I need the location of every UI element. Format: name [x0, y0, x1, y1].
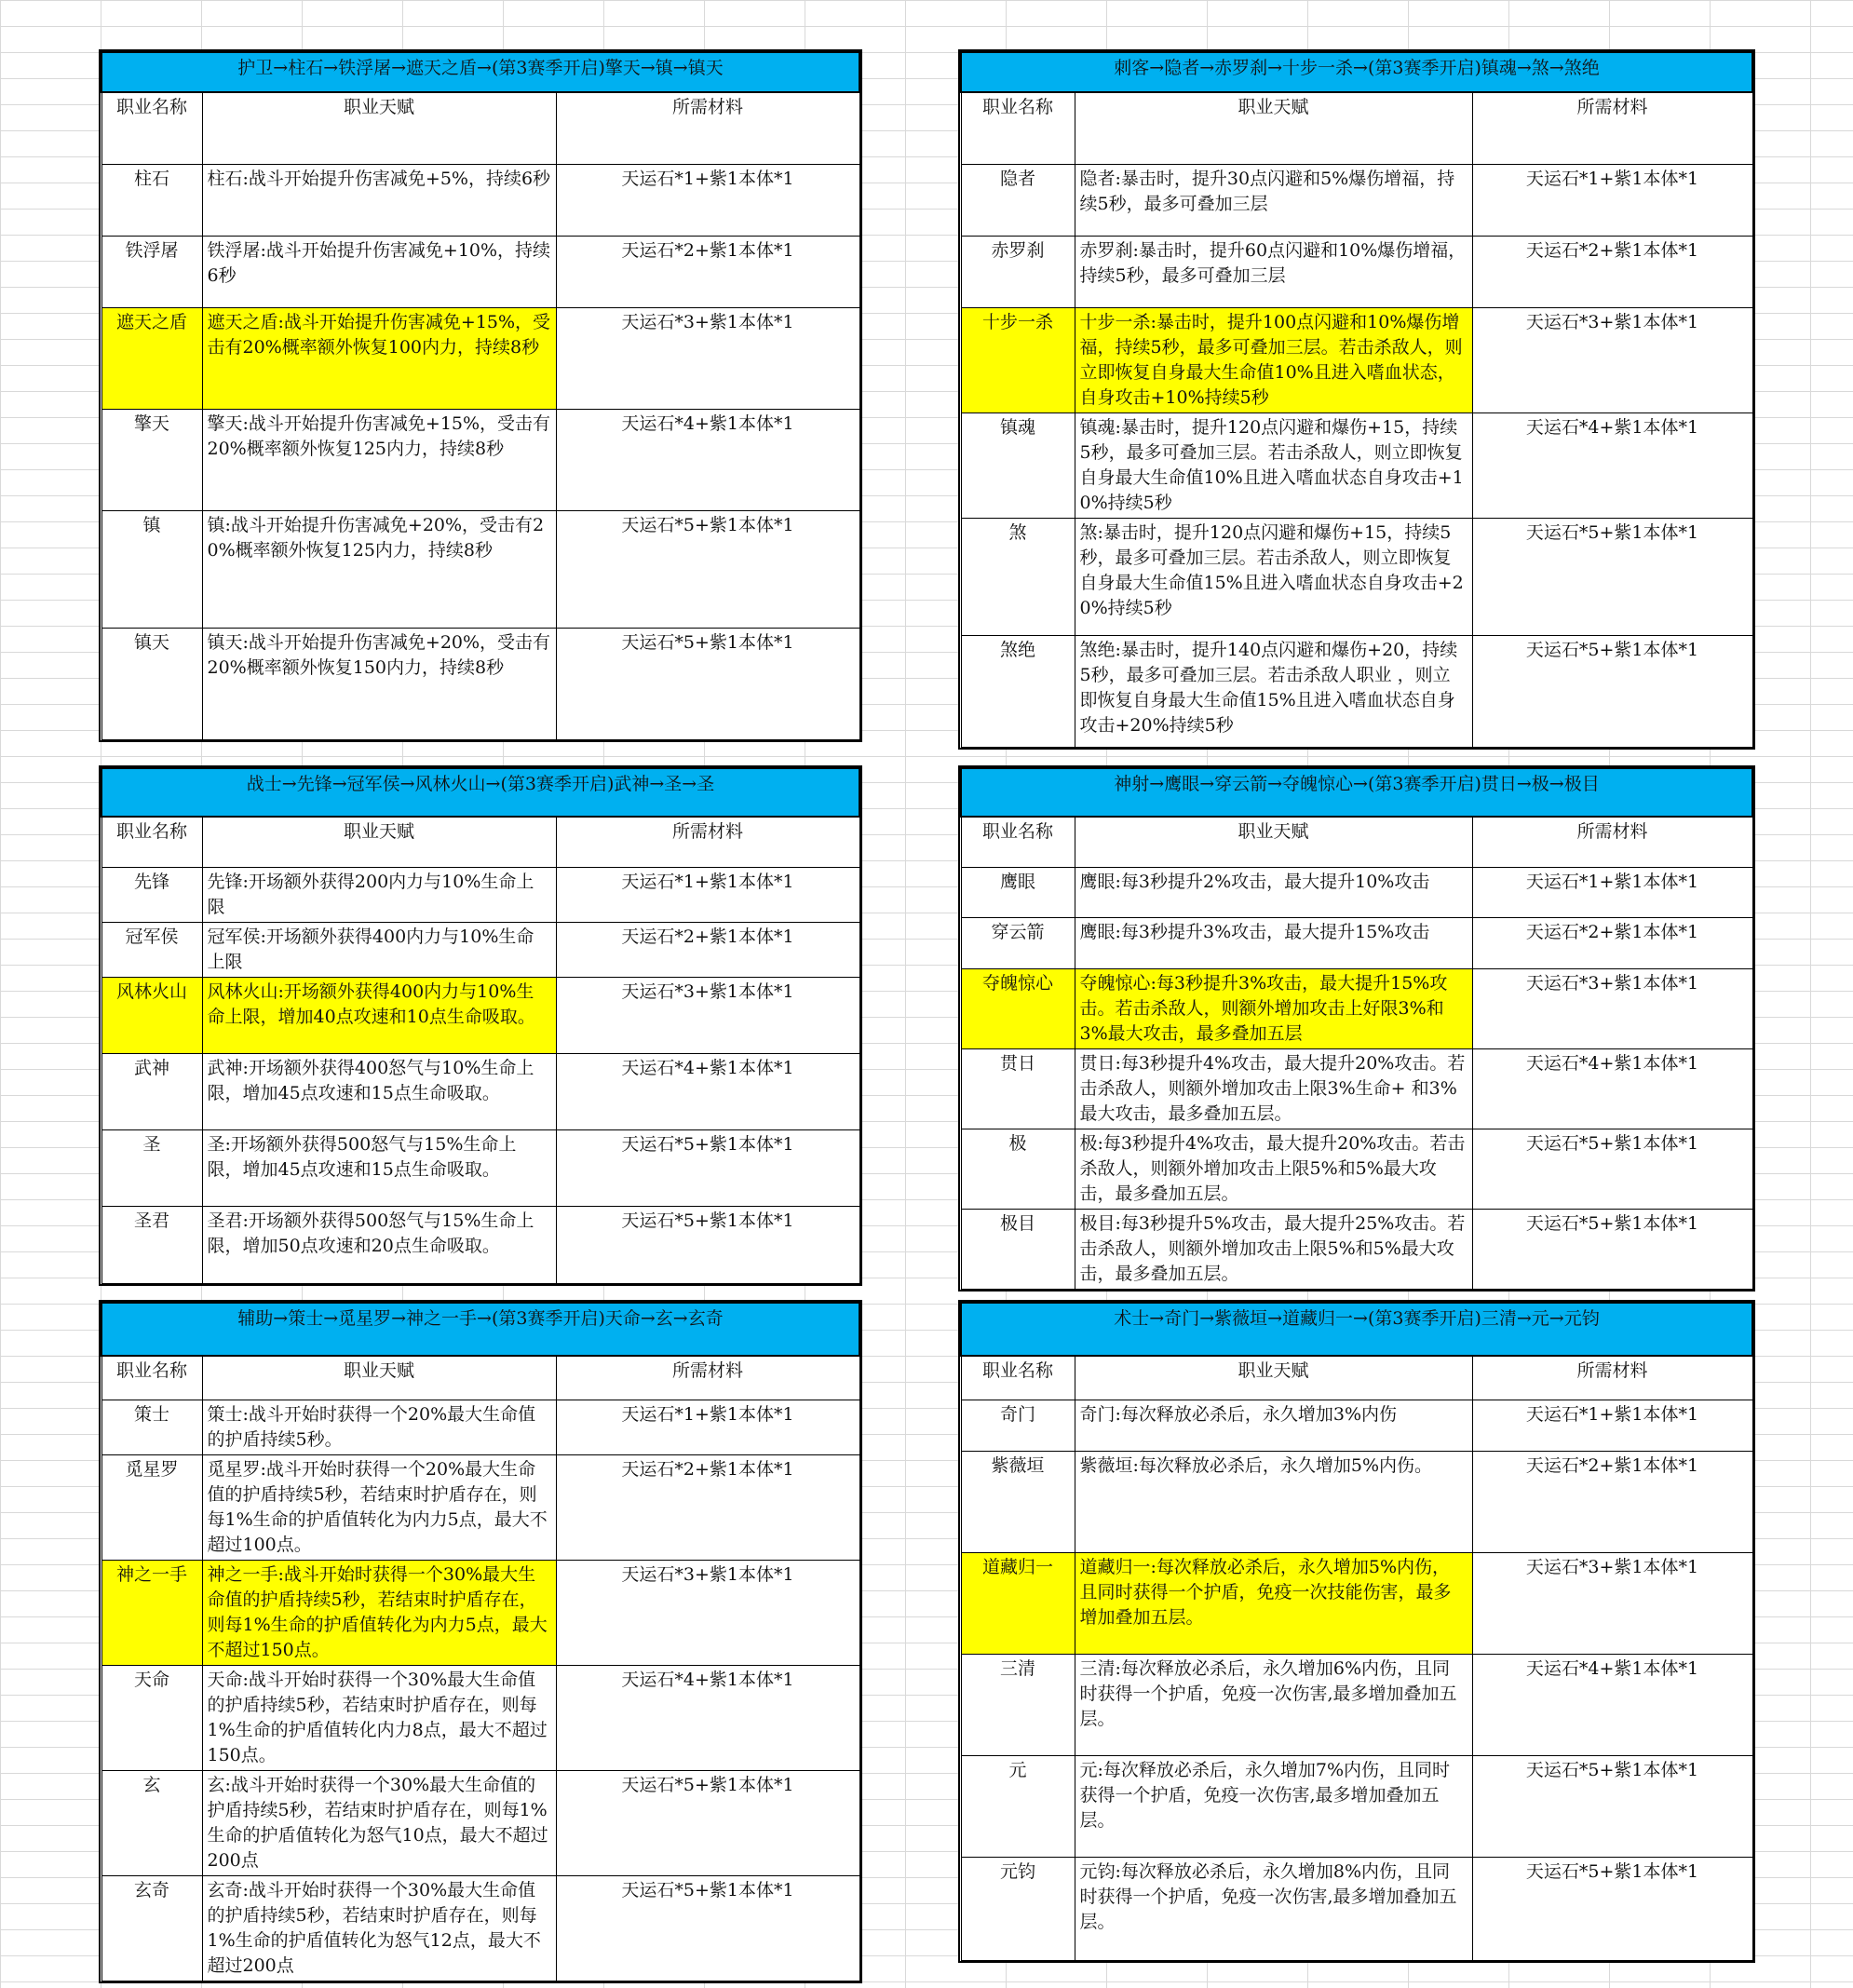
table-row	[101, 628, 859, 739]
table-row	[961, 1048, 1752, 1129]
material-cell[interactable]: 天运石*5+紫1本体*1	[1472, 635, 1752, 747]
class-name-cell[interactable]: 赤罗刹	[961, 236, 1075, 307]
material-cell[interactable]: 天运石*4+紫1本体*1	[556, 1665, 859, 1770]
table-row	[101, 1206, 859, 1283]
talent-cell[interactable]: 极:每3秒提升4%攻击，最大提升20%攻击。若击杀敌人，则额外增加攻击上限5%和5%最大攻击，最多叠加五层。	[1075, 1129, 1472, 1209]
talent-cell[interactable]: 鹰眼:每3秒提升2%攻击，最大提升10%攻击	[1075, 867, 1472, 917]
talent-cell[interactable]: 圣君:开场额外获得500怒气与15%生命上限，增加50点攻速和20点生命吸取。	[202, 1206, 556, 1283]
talent-cell[interactable]: 玄:战斗开始时获得一个30%最大生命值的护盾持续5秒，若结束时护盾存在，则每1%生命的护盾值转化为怒气10点，最大不超过200点	[202, 1770, 556, 1875]
table-title: 刺客→隐者→赤罗刹→十步一杀→(第3赛季开启)镇魂→煞→煞绝	[961, 52, 1752, 92]
header-class-name: 职业名称	[961, 817, 1075, 867]
table-row	[101, 236, 859, 307]
talent-cell[interactable]: 镇魂:暴击时，提升120点闪避和爆伤+15，持续5秒，最多可叠加三层。若击杀敌人，则立即恢复自身最大生命值10%且进入嗜血状态自身攻击+10%持续5秒	[1075, 412, 1472, 518]
talent-cell[interactable]: 煞:暴击时，提升120点闪避和爆伤+15，持续5秒，最多可叠加三层。若击杀敌人，则立即恢复自身最大生命值15%且进入嗜血状态自身攻击+20%持续5秒	[1075, 518, 1472, 635]
table-title: 护卫→柱石→铁浮屠→遮天之盾→(第3赛季开启)擎天→镇→镇天	[101, 52, 859, 92]
table-row-highlighted	[961, 307, 1752, 412]
class-name-cell[interactable]: 铁浮屠	[101, 236, 202, 307]
table-row	[101, 1129, 859, 1206]
talent-cell[interactable]: 柱石:战斗开始提升伤害减免+5%，持续6秒	[202, 164, 556, 236]
material-cell[interactable]: 天运石*3+紫1本体*1	[556, 1560, 859, 1665]
table-row	[961, 518, 1752, 635]
talent-cell[interactable]: 镇天:战斗开始提升伤害减免+20%，受击有20%概率额外恢复150内力，持续8秒	[202, 628, 556, 739]
material-cell[interactable]: 天运石*5+紫1本体*1	[556, 1875, 859, 1981]
table-row-highlighted	[101, 977, 859, 1053]
talent-cell[interactable]: 元钧:每次释放必杀后，永久增加8%内伤，且同时获得一个护盾，免疫一次伤害,最多增加叠加五层。	[1075, 1857, 1472, 1960]
table-row	[101, 1665, 859, 1770]
material-cell[interactable]: 天运石*5+紫1本体*1	[556, 1206, 859, 1283]
class-name-cell[interactable]: 元	[961, 1755, 1075, 1857]
table-row	[961, 1400, 1752, 1451]
material-cell[interactable]: 天运石*1+紫1本体*1	[556, 164, 859, 236]
class-table-guard	[101, 51, 860, 740]
header-class-name: 职业名称	[101, 92, 202, 164]
header-material: 所需材料	[556, 92, 859, 164]
talent-cell[interactable]: 圣:开场额外获得500怒气与15%生命上限，增加45点攻速和15点生命吸取。	[202, 1129, 556, 1206]
talent-cell[interactable]: 夺魄惊心:每3秒提升3%攻击，最大提升15%攻击。若击杀敌人，则额外增加攻击上好限3%和3%最大攻击，最多叠加五层	[1075, 968, 1472, 1048]
talent-cell[interactable]: 觅星罗:战斗开始时获得一个20%最大生命值的护盾持续5秒，若结束时护盾存在，则每1%生命的护盾值转化为内力5点，最大不超过100点。	[202, 1454, 556, 1560]
class-name-cell[interactable]: 遮天之盾	[101, 307, 202, 409]
class-name-cell[interactable]: 十步一杀	[961, 307, 1075, 412]
class-table-support	[101, 1302, 860, 1981]
table-row	[101, 409, 859, 510]
table-row	[961, 1654, 1752, 1755]
class-name-cell[interactable]: 先锋	[101, 867, 202, 922]
table-title: 辅助→策士→觅星罗→神之一手→(第3赛季开启)天命→玄→玄奇	[101, 1303, 859, 1356]
class-name-cell[interactable]: 玄	[101, 1770, 202, 1875]
class-name-cell[interactable]: 三清	[961, 1654, 1075, 1755]
class-name-cell[interactable]: 圣	[101, 1129, 202, 1206]
material-cell[interactable]: 天运石*1+紫1本体*1	[556, 1400, 859, 1454]
talent-cell[interactable]: 天命:战斗开始时获得一个30%最大生命值的护盾持续5秒，若结束时护盾存在，则每1%生命的护盾值转化内力8点，最大不超过150点。	[202, 1665, 556, 1770]
class-name-cell[interactable]: 天命	[101, 1665, 202, 1770]
talent-cell[interactable]: 紫薇垣:每次释放必杀后，永久增加5%内伤。	[1075, 1451, 1472, 1552]
class-name-cell[interactable]: 冠军侯	[101, 922, 202, 977]
material-cell[interactable]: 天运石*2+紫1本体*1	[556, 236, 859, 307]
material-cell[interactable]: 天运石*5+紫1本体*1	[1472, 1857, 1752, 1960]
table-title: 术士→奇门→紫薇垣→道藏归一→(第3赛季开启)三清→元→元钧	[961, 1303, 1752, 1356]
table-row	[101, 1770, 859, 1875]
table-row-highlighted	[961, 968, 1752, 1048]
class-name-cell[interactable]: 柱石	[101, 164, 202, 236]
table-row-highlighted	[961, 1552, 1752, 1654]
class-name-cell[interactable]: 贯日	[961, 1048, 1075, 1129]
material-cell[interactable]: 天运石*1+紫1本体*1	[556, 867, 859, 922]
class-name-cell[interactable]: 策士	[101, 1400, 202, 1454]
table-title: 战士→先锋→冠军侯→风林火山→(第3赛季开启)武神→圣→圣	[101, 768, 859, 817]
header-talent: 职业天赋	[1075, 92, 1472, 164]
table-row	[961, 867, 1752, 917]
material-cell[interactable]: 天运石*4+紫1本体*1	[1472, 1654, 1752, 1755]
header-class-name: 职业名称	[961, 92, 1075, 164]
class-name-cell[interactable]: 元钧	[961, 1857, 1075, 1960]
header-talent: 职业天赋	[202, 1356, 556, 1400]
material-cell[interactable]: 天运石*5+紫1本体*1	[1472, 518, 1752, 635]
talent-cell[interactable]: 神之一手:战斗开始时获得一个30%最大生命值的护盾持续5秒，若结束时护盾存在，则每1%生命的护盾值转化为内力5点，最大不超过150点。	[202, 1560, 556, 1665]
table-row	[101, 1875, 859, 1981]
talent-cell[interactable]: 赤罗刹:暴击时，提升60点闪避和10%爆伤增福，持续5秒，最多可叠加三层	[1075, 236, 1472, 307]
header-material: 所需材料	[556, 817, 859, 867]
talent-cell[interactable]: 极目:每3秒提升5%攻击，最大提升25%攻击。若击杀敌人，则额外增加攻击上限5%和5%最大攻击，最多叠加五层。	[1075, 1209, 1472, 1289]
class-name-cell[interactable]: 极	[961, 1129, 1075, 1209]
class-name-cell[interactable]: 紫薇垣	[961, 1451, 1075, 1552]
talent-cell[interactable]: 道藏归一:每次释放必杀后，永久增加5%内伤，且同时获得一个护盾，免疫一次技能伤害，最多增加叠加五层。	[1075, 1552, 1472, 1654]
material-cell[interactable]: 天运石*4+紫1本体*1	[556, 409, 859, 510]
table-row	[961, 635, 1752, 747]
class-name-cell[interactable]: 鹰眼	[961, 867, 1075, 917]
header-material: 所需材料	[1472, 817, 1752, 867]
table-row	[961, 1209, 1752, 1289]
class-table-archer	[960, 767, 1753, 1290]
class-name-cell[interactable]: 玄奇	[101, 1875, 202, 1981]
table-row	[101, 164, 859, 236]
header-talent: 职业天赋	[202, 817, 556, 867]
table-row-highlighted	[101, 307, 859, 409]
material-cell[interactable]: 天运石*5+紫1本体*1	[556, 1770, 859, 1875]
class-name-cell[interactable]: 煞绝	[961, 635, 1075, 747]
header-talent: 职业天赋	[1075, 1356, 1472, 1400]
table-row	[961, 164, 1752, 236]
table-row	[961, 1129, 1752, 1209]
class-name-cell[interactable]: 穿云箭	[961, 917, 1075, 968]
table-row	[101, 867, 859, 922]
header-class-name: 职业名称	[961, 1356, 1075, 1400]
table-row	[101, 510, 859, 628]
talent-cell[interactable]: 十步一杀:暴击时，提升100点闪避和10%爆伤增福，持续5秒，最多可叠加三层。若击杀敌人，则立即恢复自身最大生命值10%且进入嗜血状态，自身攻击+10%持续5秒	[1075, 307, 1472, 412]
header-talent: 职业天赋	[202, 92, 556, 164]
class-name-cell[interactable]: 武神	[101, 1053, 202, 1129]
table-row	[101, 1454, 859, 1560]
material-cell[interactable]: 天运石*1+紫1本体*1	[1472, 867, 1752, 917]
talent-cell[interactable]: 策士:战斗开始时获得一个20%最大生命值的护盾持续5秒。	[202, 1400, 556, 1454]
header-material: 所需材料	[1472, 1356, 1752, 1400]
class-table-warrior	[101, 767, 860, 1284]
class-name-cell[interactable]: 镇天	[101, 628, 202, 739]
material-cell[interactable]: 天运石*5+紫1本体*1	[1472, 1209, 1752, 1289]
talent-cell[interactable]: 煞绝:暴击时，提升140点闪避和爆伤+20，持续5秒，最多可叠加三层。若击杀敌人职业 ，则立即恢复自身最大生命值15%且进入嗜血状态自身攻击+20%持续5秒	[1075, 635, 1472, 747]
material-cell[interactable]: 天运石*5+紫1本体*1	[1472, 1755, 1752, 1857]
header-material: 所需材料	[1472, 92, 1752, 164]
talent-cell[interactable]: 鹰眼:每3秒提升3%攻击，最大提升15%攻击	[1075, 917, 1472, 968]
table-row	[961, 917, 1752, 968]
class-name-cell[interactable]: 神之一手	[101, 1560, 202, 1665]
class-name-cell[interactable]: 风林火山	[101, 977, 202, 1053]
material-cell[interactable]: 天运石*5+紫1本体*1	[556, 510, 859, 628]
talent-cell[interactable]: 先锋:开场额外获得200内力与10%生命上限	[202, 867, 556, 922]
material-cell[interactable]: 天运石*3+紫1本体*1	[556, 977, 859, 1053]
talent-cell[interactable]: 元:每次释放必杀后，永久增加7%内伤，且同时获得一个护盾，免疫一次伤害,最多增加叠加五层。	[1075, 1755, 1472, 1857]
talent-cell[interactable]: 贯日:每3秒提升4%攻击，最大提升20%攻击。若击杀敌人，则额外增加攻击上限3%生命+ 和3%最大攻击，最多叠加五层。	[1075, 1048, 1472, 1129]
class-name-cell[interactable]: 镇	[101, 510, 202, 628]
class-name-cell[interactable]: 隐者	[961, 164, 1075, 236]
talent-cell[interactable]: 玄奇:战斗开始时获得一个30%最大生命值的护盾持续5秒，若结束时护盾存在，则每1%生命的护盾值转化为怒气12点，最大不超过200点	[202, 1875, 556, 1981]
material-cell[interactable]: 天运石*5+紫1本体*1	[556, 1129, 859, 1206]
table-row	[961, 236, 1752, 307]
talent-cell[interactable]: 铁浮屠:战斗开始提升伤害减免+10%，持续6秒	[202, 236, 556, 307]
talent-cell[interactable]: 奇门:每次释放必杀后，永久增加3%内伤	[1075, 1400, 1472, 1451]
material-cell[interactable]: 天运石*2+紫1本体*1	[1472, 236, 1752, 307]
material-cell[interactable]: 天运石*5+紫1本体*1	[556, 628, 859, 739]
table-row	[101, 922, 859, 977]
class-name-cell[interactable]: 夺魄惊心	[961, 968, 1075, 1048]
table-row	[961, 1451, 1752, 1552]
talent-cell[interactable]: 冠军侯:开场额外获得400内力与10%生命上限	[202, 922, 556, 977]
class-table-assassin	[960, 51, 1753, 748]
material-cell[interactable]: 天运石*2+紫1本体*1	[1472, 917, 1752, 968]
talent-cell[interactable]: 隐者:暴击时，提升30点闪避和5%爆伤增福，持续5秒，最多可叠加三层	[1075, 164, 1472, 236]
header-talent: 职业天赋	[1075, 817, 1472, 867]
material-cell[interactable]: 天运石*3+紫1本体*1	[1472, 307, 1752, 412]
class-name-cell[interactable]: 极目	[961, 1209, 1075, 1289]
material-cell[interactable]: 天运石*1+紫1本体*1	[1472, 164, 1752, 236]
class-name-cell[interactable]: 奇门	[961, 1400, 1075, 1451]
talent-cell[interactable]: 擎天:战斗开始提升伤害减免+15%，受击有20%概率额外恢复125内力，持续8秒	[202, 409, 556, 510]
class-name-cell[interactable]: 擎天	[101, 409, 202, 510]
material-cell[interactable]: 天运石*1+紫1本体*1	[1472, 1400, 1752, 1451]
table-title: 神射→鹰眼→穿云箭→夺魄惊心→(第3赛季开启)贯日→极→极目	[961, 768, 1752, 817]
material-cell[interactable]: 天运石*4+紫1本体*1	[1472, 412, 1752, 518]
class-name-cell[interactable]: 圣君	[101, 1206, 202, 1283]
table-row	[101, 1053, 859, 1129]
table-row	[961, 412, 1752, 518]
material-cell[interactable]: 天运石*4+紫1本体*1	[1472, 1048, 1752, 1129]
material-cell[interactable]: 天运石*5+紫1本体*1	[1472, 1129, 1752, 1209]
material-cell[interactable]: 天运石*4+紫1本体*1	[556, 1053, 859, 1129]
table-row-highlighted	[101, 1560, 859, 1665]
material-cell[interactable]: 天运石*2+紫1本体*1	[556, 1454, 859, 1560]
talent-cell[interactable]: 风林火山:开场额外获得400内力与10%生命上限，增加40点攻速和10点生命吸取。	[202, 977, 556, 1053]
class-name-cell[interactable]: 镇魂	[961, 412, 1075, 518]
class-name-cell[interactable]: 觅星罗	[101, 1454, 202, 1560]
table-row	[101, 1400, 859, 1454]
header-material: 所需材料	[556, 1356, 859, 1400]
table-row	[961, 1755, 1752, 1857]
material-cell[interactable]: 天运石*3+紫1本体*1	[1472, 968, 1752, 1048]
class-name-cell[interactable]: 道藏归一	[961, 1552, 1075, 1654]
material-cell[interactable]: 天运石*3+紫1本体*1	[556, 307, 859, 409]
header-class-name: 职业名称	[101, 1356, 202, 1400]
class-name-cell[interactable]: 煞	[961, 518, 1075, 635]
class-table-sorcerer	[960, 1302, 1753, 1961]
talent-cell[interactable]: 武神:开场额外获得400怒气与10%生命上限，增加45点攻速和15点生命吸取。	[202, 1053, 556, 1129]
talent-cell[interactable]: 三清:每次释放必杀后，永久增加6%内伤，且同时获得一个护盾，免疫一次伤害,最多增加叠加五层。	[1075, 1654, 1472, 1755]
header-class-name: 职业名称	[101, 817, 202, 867]
material-cell[interactable]: 天运石*3+紫1本体*1	[1472, 1552, 1752, 1654]
material-cell[interactable]: 天运石*2+紫1本体*1	[1472, 1451, 1752, 1552]
table-row	[961, 1857, 1752, 1960]
talent-cell[interactable]: 遮天之盾:战斗开始提升伤害减免+15%，受击有20%概率额外恢复100内力，持续8秒	[202, 307, 556, 409]
material-cell[interactable]: 天运石*2+紫1本体*1	[556, 922, 859, 977]
talent-cell[interactable]: 镇:战斗开始提升伤害减免+20%，受击有20%概率额外恢复125内力，持续8秒	[202, 510, 556, 628]
